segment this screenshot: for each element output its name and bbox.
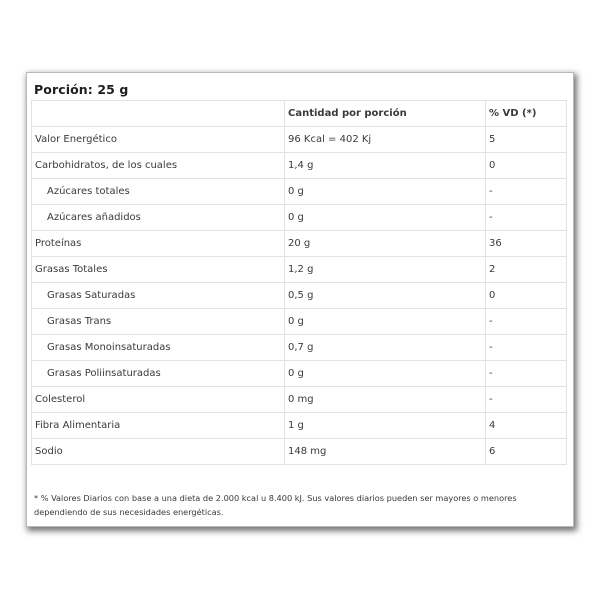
- nutrient-vd: 0: [486, 153, 567, 179]
- nutrient-vd: 36: [486, 231, 567, 257]
- nutrient-amount: 0,7 g: [285, 335, 486, 361]
- nutrient-vd: 0: [486, 283, 567, 309]
- nutrient-vd: -: [486, 387, 567, 413]
- table-row: [32, 309, 567, 335]
- nutrient-vd: 6: [486, 439, 567, 465]
- nutrition-panel: [27, 73, 573, 526]
- nutrient-vd: -: [486, 361, 567, 387]
- nutrient-amount: 96 Kcal = 402 Kj: [285, 127, 486, 153]
- table-row: [32, 283, 567, 309]
- nutrient-vd: -: [486, 205, 567, 231]
- nutrient-name: Grasas Trans: [32, 309, 285, 335]
- table-row: [32, 205, 567, 231]
- nutrient-name: Valor Energético: [32, 127, 285, 153]
- nutrition-table: [31, 100, 567, 465]
- nutrient-amount: 1,2 g: [285, 257, 486, 283]
- header-amount: Cantidad por porción: [285, 101, 486, 127]
- table-row: [32, 361, 567, 387]
- table-row: [32, 257, 567, 283]
- table-row: [32, 387, 567, 413]
- portion-size: Porción: 25 g: [34, 82, 129, 97]
- table-row: [32, 153, 567, 179]
- nutrient-name: Grasas Monoinsaturadas: [32, 335, 285, 361]
- nutrient-amount: 1,4 g: [285, 153, 486, 179]
- nutrient-vd: -: [486, 309, 567, 335]
- nutrient-name: Grasas Totales: [32, 257, 285, 283]
- table-row: [32, 439, 567, 465]
- nutrient-name: Sodio: [32, 439, 285, 465]
- nutrient-amount: 0 g: [285, 361, 486, 387]
- nutrient-name: Colesterol: [32, 387, 285, 413]
- nutrient-amount: 1 g: [285, 413, 486, 439]
- nutrient-vd: 2: [486, 257, 567, 283]
- nutrient-name: Azúcares totales: [32, 179, 285, 205]
- table-row: [32, 179, 567, 205]
- nutrient-name: Carbohidratos, de los cuales: [32, 153, 285, 179]
- nutrient-amount: 0 g: [285, 309, 486, 335]
- header-vd: % VD (*): [486, 101, 567, 127]
- table-row: [32, 413, 567, 439]
- nutrient-amount: 0 g: [285, 205, 486, 231]
- nutrient-name: Proteínas: [32, 231, 285, 257]
- nutrient-vd: 5: [486, 127, 567, 153]
- nutrient-vd: 4: [486, 413, 567, 439]
- nutrient-name: Azúcares añadidos: [32, 205, 285, 231]
- nutrient-name: Grasas Poliinsaturadas: [32, 361, 285, 387]
- daily-value-footnote: * % Valores Diarios con base a una dieta de 2.000 kcal u 8.400 kJ. Sus valores diarios pueden ser mayores o menores dependiendo de sus necesidades energéticas.: [34, 493, 517, 517]
- nutrient-name: Grasas Saturadas: [32, 283, 285, 309]
- nutrient-amount: 0,5 g: [285, 283, 486, 309]
- nutrient-amount: 0 g: [285, 179, 486, 205]
- table-row: [32, 127, 567, 153]
- table-row: [32, 231, 567, 257]
- table-header-row: [32, 101, 567, 127]
- nutrient-amount: 0 mg: [285, 387, 486, 413]
- nutrient-amount: 20 g: [285, 231, 486, 257]
- table-row: [32, 335, 567, 361]
- nutrient-name: Fibra Alimentaria: [32, 413, 285, 439]
- nutrient-vd: -: [486, 335, 567, 361]
- nutrient-vd: -: [486, 179, 567, 205]
- nutrient-amount: 148 mg: [285, 439, 486, 465]
- header-nutrient: [32, 101, 285, 127]
